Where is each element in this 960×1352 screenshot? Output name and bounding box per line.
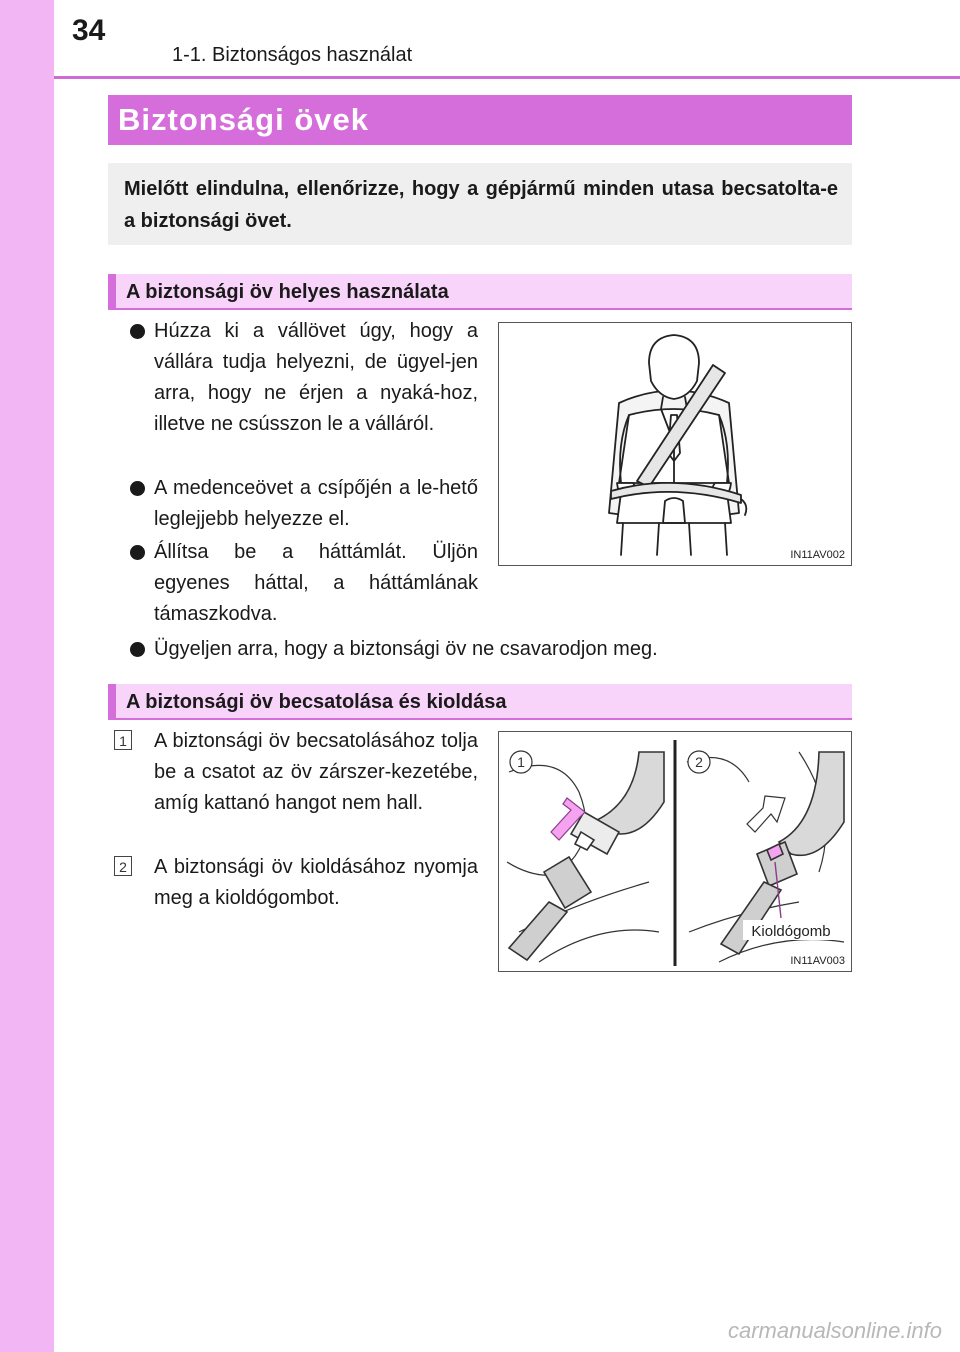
step-text: A biztonsági öv kioldásához nyomja meg a kioldógombot.: [154, 856, 478, 909]
step-item: [114, 852, 478, 914]
bullet-item: [130, 537, 478, 630]
figure-label-1: 1: [517, 754, 525, 770]
step-number: 2: [114, 856, 132, 876]
figure-seated-person: [498, 322, 852, 566]
bullet-text: Ügyeljen arra, hogy a biztonsági öv ne csavarodjon meg.: [154, 638, 658, 660]
side-color-strip: [0, 0, 54, 1352]
section-heading-text: A biztonsági öv becsatolása és kioldása: [126, 691, 507, 713]
bullet-text: Húzza ki a vállövet úgy, hogy a vállára tudja helyezni, de ügyel-jen arra, hogy ne érjen a nyaká-hoz, illetve ne csússzon le a válláról.: [154, 320, 478, 435]
section-heading-fasten-release: [108, 684, 852, 720]
section-heading-correct-use: [108, 274, 852, 310]
bullet-dot-icon: [130, 642, 145, 657]
running-head: 1-1. Biztonságos használat: [172, 44, 413, 66]
bullet-item: [130, 473, 478, 535]
step-item: [114, 726, 478, 819]
bullet-dot-icon: [130, 545, 145, 560]
page-number: 34: [72, 14, 106, 47]
intro-text: Mielőtt elindulna, ellenőrizze, hogy a gépjármű minden utasa becsatolta-e a biztonsági övet.: [124, 178, 838, 232]
intro-box: [108, 163, 852, 245]
buckle-illustration: [499, 732, 850, 970]
bullet-text: A medenceövet a csípőjén a le-hető leglejjebb helyezze el.: [154, 477, 478, 530]
bullet-dot-icon: [130, 324, 145, 339]
page-title: Biztonsági övek: [108, 95, 852, 145]
bullet-text: Állítsa be a háttámlát. Üljön egyenes háttal, a háttámlának támaszkodva.: [154, 541, 478, 625]
section-heading-text: A biztonsági öv helyes használata: [126, 281, 449, 303]
bullet-dot-icon: [130, 481, 145, 496]
header-rule: [54, 76, 960, 79]
footer-watermark: carmanualsonline.info: [727, 1318, 942, 1343]
figure-buckle: [498, 731, 852, 972]
bullet-item: [130, 634, 850, 665]
release-button-callout: Kioldógomb: [751, 923, 831, 940]
figure-code: IN11AV003: [790, 955, 845, 967]
figure-label-2: 2: [695, 754, 703, 770]
seated-person-illustration: [499, 323, 850, 564]
step-number: 1: [114, 730, 132, 750]
figure-code: IN11AV002: [790, 549, 845, 561]
bullet-item: [130, 316, 478, 440]
step-text: A biztonsági öv becsatolásához tolja be a csatot az öv zárszer-kezetébe, amíg kattanó hangot nem hall.: [154, 730, 478, 814]
